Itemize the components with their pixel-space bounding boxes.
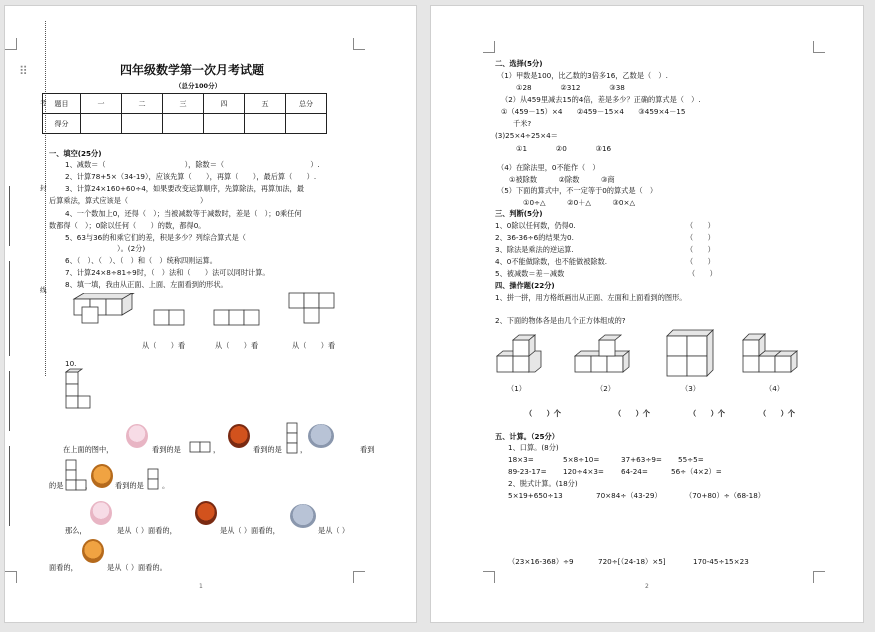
- question: 后算乘法，算式应该是（ ）: [49, 196, 208, 205]
- shape-view-3: [288, 292, 338, 328]
- page-1: [4, 5, 417, 623]
- text: ，: [213, 445, 221, 454]
- margin-line: [9, 261, 10, 356]
- margin-line: [9, 186, 10, 246]
- judge-item: 1、0除以任何数，仍得0.: [495, 221, 576, 230]
- question: （2）从459里减去15的4倍，差是多少？正确的算式是（ ）.: [501, 95, 701, 104]
- crop-mark: [483, 41, 495, 53]
- calc-item: 120÷4×3=: [563, 467, 604, 476]
- crop-mark: [5, 571, 17, 583]
- question: 3、计算24×160+60÷4，如果要改变运算顺序，先算除法，再算加法，最: [65, 184, 304, 193]
- shape-view-1: [153, 309, 187, 327]
- from-label: 从（ ）看: [215, 341, 259, 350]
- shape-answer: [189, 441, 213, 453]
- figure-label: （4）: [765, 384, 784, 393]
- sub-heading: 2、脱式计算。(18分): [508, 479, 578, 488]
- tiger-icon: [91, 464, 113, 488]
- section-heading: 一、填空(25分): [49, 149, 102, 158]
- judge-mark[interactable]: （ ）: [686, 221, 715, 230]
- shape-answer: [286, 422, 300, 455]
- page-title: 四年级数学第一次月考试题: [120, 63, 265, 77]
- table-cell: [122, 114, 163, 134]
- calc-item: 170-45÷15×23: [693, 557, 749, 566]
- text: 是从（ ）面看的，: [220, 526, 280, 535]
- text: 看到的是: [253, 445, 282, 454]
- side-label: 考: [40, 99, 47, 107]
- shape-answer: [147, 468, 161, 492]
- question: ）。(2分): [117, 244, 146, 253]
- subtitle: （总分100分）: [175, 82, 222, 90]
- judge-mark[interactable]: （ ）: [686, 233, 715, 242]
- cube-figure-4: [741, 332, 803, 378]
- question: 6、（ ）、（ ）、（ ）和（ ）统称四则运算。: [65, 256, 217, 265]
- text: 千米?: [513, 119, 532, 128]
- text: 看到: [360, 445, 375, 454]
- judge-mark[interactable]: （ ）: [686, 245, 715, 254]
- text: 看到的是: [115, 481, 144, 490]
- from-label: 从（ ）看: [142, 341, 186, 350]
- crop-mark: [483, 571, 495, 583]
- figure-label: （2）: [596, 384, 615, 393]
- options: ①（459－15）×4 ②459－15×4 ③459×4－15: [501, 107, 686, 116]
- from-label: 从（ ）看: [292, 341, 336, 350]
- question: 8、填一填，我由从正面、上面、左面看到的形状。: [65, 280, 228, 289]
- count-answer[interactable]: （ ）个: [614, 409, 650, 418]
- rooster-icon: [228, 424, 250, 448]
- drag-handle-icon[interactable]: ⠿: [19, 64, 27, 78]
- calc-item: 64-24=: [621, 467, 648, 476]
- page-number: 1: [199, 583, 203, 590]
- text: ，: [85, 481, 93, 490]
- pig-icon: [90, 501, 112, 525]
- table-header: 题目: [43, 94, 81, 114]
- shape-view-2: [213, 309, 263, 327]
- table-cell: [286, 114, 327, 134]
- pig-icon: [126, 424, 148, 448]
- calc-item: 70×84÷（43-29）: [596, 491, 662, 500]
- cube-figure: [63, 368, 97, 416]
- table-header: 一: [81, 94, 122, 114]
- calc-item: 5×19+650÷13: [508, 491, 563, 500]
- question: （1）甲数是100，比乙数的3倍多16，乙数是（ ）.: [497, 71, 668, 80]
- text: 。: [162, 481, 170, 490]
- figure-label: （3）: [681, 384, 700, 393]
- judge-item: 4、0不能做除数，也不能做被除数.: [495, 257, 608, 266]
- question: （4）在除法里，0不能作（ ）: [497, 163, 600, 172]
- table-cell: [163, 114, 204, 134]
- question: 1、减数＝（ ），除数＝（ ）.: [65, 160, 320, 169]
- judge-item: 2、36-36÷6的结果为0.: [495, 233, 574, 242]
- text: ，: [300, 445, 308, 454]
- question: 1、拼一拼，用方格纸画出从正面、左面和上面看到的图形。: [495, 293, 687, 302]
- page-number: 2: [645, 583, 649, 590]
- calc-item: 56÷（4×2）=: [671, 467, 722, 476]
- binding-line: [45, 21, 46, 376]
- table-cell: [245, 114, 286, 134]
- section-heading: 二、选择(5分): [495, 59, 543, 68]
- cube-figure-3: [665, 328, 715, 378]
- question: 2、计算78+5×（34-19），应该先算（ ），再算（ ），最后算（ ）.: [65, 172, 317, 181]
- question: 10.: [65, 359, 77, 368]
- options: ①0÷△ ②0＋△ ③0×△: [523, 198, 635, 207]
- table-cell: [81, 114, 122, 134]
- table-header: 四: [204, 94, 245, 114]
- calc-item: 55÷5=: [678, 455, 704, 464]
- table-header: 五: [245, 94, 286, 114]
- table-cell: [204, 114, 245, 134]
- elephant-icon: [308, 424, 334, 448]
- rooster-icon: [195, 501, 217, 525]
- cube-figure-2: [573, 334, 639, 378]
- section-heading: 三、判断(5分): [495, 209, 543, 218]
- question: 2、下面的物体各是由几个正方体组成的?: [495, 316, 626, 325]
- text: 是从（ ）面看的，: [117, 526, 177, 535]
- calc-item: 720÷[（24-18）×5]: [598, 557, 666, 566]
- side-label: 封: [40, 184, 47, 192]
- calc-item: （23×16-368）÷9: [508, 557, 574, 566]
- crop-mark: [353, 571, 365, 583]
- question: 7、计算24×8÷81÷9时，（ ）法和（ ）法可以同时计算。: [65, 268, 270, 277]
- section-heading: 五、计算。（25分）: [495, 432, 559, 441]
- crop-mark: [353, 38, 365, 50]
- section-heading: 四、操作题(22分): [495, 281, 555, 290]
- text: 是从（ ）面看的。: [107, 563, 167, 572]
- table-header: 二: [122, 94, 163, 114]
- judge-item: 5、被减数＝差－减数: [495, 269, 565, 278]
- text: 面看的，: [49, 563, 78, 572]
- count-answer[interactable]: （ ）个: [689, 409, 725, 418]
- calc-item: 5×8÷10=: [563, 455, 600, 464]
- cube-figure: [68, 293, 138, 329]
- table-header: 总分: [286, 94, 327, 114]
- judge-item: 3、除法是乘法的逆运算.: [495, 245, 574, 254]
- count-answer[interactable]: （ ）个: [759, 409, 795, 418]
- margin-line: [9, 446, 10, 526]
- calc-item: （70+80）÷（68-18）: [685, 491, 765, 500]
- options: ①28 ②312 ③38: [516, 83, 625, 92]
- sub-heading: 1、口算。(8分): [508, 443, 559, 452]
- page-2: [430, 5, 864, 623]
- text: 是从（ ）: [318, 526, 350, 535]
- calc-item: 89-23-17=: [508, 467, 547, 476]
- judge-mark[interactable]: （ ）: [686, 257, 715, 266]
- text: 在上面的图中，: [63, 445, 114, 454]
- text: 看到的是: [152, 445, 181, 454]
- question: 5、63与36的和乘它们的差，积是多少？列综合算式是（: [65, 233, 246, 242]
- options: ①被除数 ②除数 ③商: [509, 175, 615, 184]
- calc-item: 37+63÷9=: [621, 455, 662, 464]
- score-table: [42, 93, 327, 134]
- cube-figure-1: [495, 334, 543, 378]
- calc-item: 18×3=: [508, 455, 534, 464]
- question: （5）下面的算式中，不一定等于0的算式是（ ）: [497, 186, 658, 195]
- table-cell: 得分: [43, 114, 81, 134]
- crop-mark: [5, 38, 17, 50]
- margin-line: [9, 371, 10, 431]
- side-label: 线: [40, 286, 47, 294]
- options: ①1 ②0 ③16: [516, 144, 612, 153]
- text: 那么，: [65, 526, 87, 535]
- table-header: 三: [163, 94, 204, 114]
- question: 数都得（ ）；0除以任何（ ）的数，都得0。: [49, 221, 206, 230]
- question: 4、一个数加上0，还得（ ）；当被减数等于减数时，差是（ ）；0乘任何: [65, 209, 302, 218]
- figure-label: （1）: [507, 384, 526, 393]
- text: 的是: [49, 481, 64, 490]
- crop-mark: [813, 41, 825, 53]
- judge-mark[interactable]: （ ）: [688, 269, 717, 278]
- elephant-icon: [290, 504, 316, 528]
- crop-mark: [813, 571, 825, 583]
- tiger-icon: [82, 539, 104, 563]
- question: (3)25×4÷25×4＝: [495, 131, 558, 140]
- count-answer[interactable]: （ ）个: [525, 409, 561, 418]
